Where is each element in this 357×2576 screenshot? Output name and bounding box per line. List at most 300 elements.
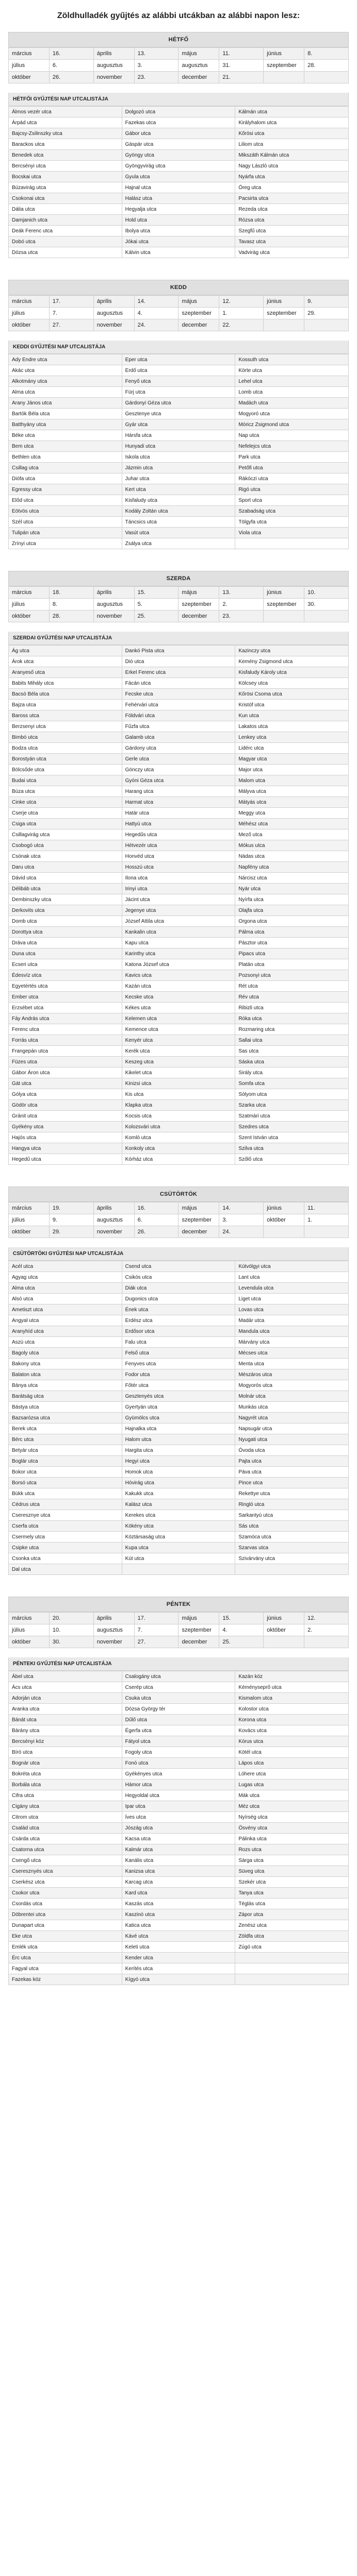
- day-cell: 28.: [304, 60, 349, 72]
- street-row: [9, 1434, 349, 1445]
- street-row: [9, 1931, 349, 1942]
- page-title: Zöldhulladék gyűjtés az alábbi utcákban az alábbi napon lesz:: [57, 11, 300, 20]
- day-cell: 26.: [134, 1226, 178, 1238]
- day-cell: 10.: [49, 1624, 93, 1636]
- month-cell: július: [9, 1624, 50, 1636]
- street-cell: Süveg utca: [235, 1866, 349, 1877]
- day-cell: 24.: [134, 319, 178, 331]
- street-cell: Hámor utca: [122, 1780, 235, 1790]
- street-row: [9, 1693, 349, 1704]
- street-row: [9, 1499, 349, 1510]
- dates-row: [9, 308, 349, 319]
- street-cell: Erdősor utca: [122, 1326, 235, 1337]
- street-row: [9, 528, 349, 538]
- day-cell: 7.: [134, 1624, 178, 1636]
- street-cell: Gólya utca: [9, 1089, 122, 1100]
- street-cell: Citrom utca: [9, 1812, 122, 1823]
- street-cell: Petőfi utca: [235, 463, 349, 473]
- street-cell: Deák Ferenc utca: [9, 226, 122, 236]
- street-row: [9, 1272, 349, 1283]
- street-cell: Hold utca: [122, 215, 235, 226]
- street-cell: Egressy utca: [9, 484, 122, 495]
- street-cell: Eper utca: [122, 354, 235, 365]
- dates-row: [9, 1202, 349, 1214]
- day-cell: 1.: [219, 308, 264, 319]
- street-cell: Forrás utca: [9, 1035, 122, 1046]
- month-cell: május: [178, 587, 219, 599]
- street-cell: Cserje utca: [9, 808, 122, 819]
- street-cell: Csengő utca: [9, 1855, 122, 1866]
- street-cell: Ábel utca: [9, 1671, 122, 1682]
- street-cell: Fácán utca: [122, 678, 235, 689]
- street-cell: Kolozsvári utca: [122, 1122, 235, 1132]
- street-cell: Bajza utca: [9, 700, 122, 710]
- street-cell: Fátyol utca: [122, 1736, 235, 1747]
- street-list-title: KEDDI GYŰJTÉSI NAP UTCALISTÁJA: [8, 341, 349, 354]
- street-cell: Arany János utca: [9, 398, 122, 409]
- street-cell: Boglár utca: [9, 1456, 122, 1467]
- street-cell: Kert utca: [122, 484, 235, 495]
- street-row: [9, 1844, 349, 1855]
- street-row: [9, 1704, 349, 1715]
- street-cell: Hajnal utca: [122, 182, 235, 193]
- street-cell: Búzavirág utca: [9, 182, 122, 193]
- street-row: [9, 1725, 349, 1736]
- month-cell: szeptember: [178, 1214, 219, 1226]
- street-cell: Bíró utca: [9, 1747, 122, 1758]
- street-row: [9, 1801, 349, 1812]
- street-cell: Gesztenyés utca: [122, 1391, 235, 1402]
- street-cell: Kikelet utca: [122, 1067, 235, 1078]
- street-cell: Kakukk utca: [122, 1488, 235, 1499]
- street-cell: Pálma utca: [235, 927, 349, 938]
- street-row: [9, 754, 349, 765]
- street-row: [9, 1078, 349, 1089]
- street-cell: Bokréta utca: [9, 1769, 122, 1780]
- street-cell: Bakony utca: [9, 1359, 122, 1369]
- day-header: SZERDA: [8, 571, 349, 586]
- street-row: [9, 1963, 349, 1974]
- month-cell: augusztus: [178, 60, 219, 72]
- street-cell: Honvéd utca: [122, 851, 235, 862]
- street-row: [9, 1402, 349, 1413]
- month-cell: december: [178, 72, 219, 83]
- street-cell: Szarvas utca: [235, 1543, 349, 1553]
- street-cell: Erkel Ferenc utca: [122, 667, 235, 678]
- street-cell: Ember utca: [9, 992, 122, 1003]
- street-cell: Diák utca: [122, 1283, 235, 1294]
- street-cell: Kinizsi utca: [122, 1078, 235, 1089]
- street-cell: Csonka utca: [9, 1553, 122, 1564]
- street-cell: Királyhalom utca: [235, 117, 349, 128]
- street-cell: Dobó utca: [9, 236, 122, 247]
- street-cell: [235, 1963, 349, 1974]
- street-cell: Csordás utca: [9, 1899, 122, 1909]
- day-cell: 27.: [49, 319, 93, 331]
- street-cell: Zsálya utca: [122, 538, 235, 549]
- street-cell: Karcag utca: [122, 1877, 235, 1888]
- street-cell: Dűlő utca: [122, 1715, 235, 1725]
- street-cell: Lakatos utca: [235, 721, 349, 732]
- street-cell: Zápor utca: [235, 1909, 349, 1920]
- street-cell: Napfény utca: [235, 862, 349, 873]
- day-cell: 1.: [304, 1214, 349, 1226]
- street-row: [9, 1467, 349, 1478]
- street-cell: Sport utca: [235, 495, 349, 506]
- street-cell: Ilona utca: [122, 873, 235, 884]
- street-cell: Kéményseprő utca: [235, 1682, 349, 1693]
- month-cell: szeptember: [178, 308, 219, 319]
- street-cell: Fecske utca: [122, 689, 235, 700]
- street-cell: Csuka utca: [122, 1693, 235, 1704]
- street-cell: Kisfaludy utca: [122, 495, 235, 506]
- street-row: [9, 139, 349, 150]
- street-row: [9, 1790, 349, 1801]
- month-cell: június: [264, 296, 304, 308]
- street-row: [9, 376, 349, 387]
- street-row: [9, 117, 349, 128]
- street-row: [9, 452, 349, 463]
- month-cell: augusztus: [93, 308, 134, 319]
- street-row: [9, 656, 349, 667]
- street-cell: Tavasz utca: [235, 236, 349, 247]
- street-cell: Tölgyfa utca: [235, 517, 349, 528]
- month-cell: augusztus: [93, 1624, 134, 1636]
- street-cell: Hangya utca: [9, 1143, 122, 1154]
- street-cell: Kossuth utca: [235, 354, 349, 365]
- street-row: [9, 1553, 349, 1564]
- street-cell: Hegyoldal utca: [122, 1790, 235, 1801]
- street-cell: Kalász utca: [122, 1499, 235, 1510]
- street-cell: Nagy László utca: [235, 161, 349, 172]
- street-cell: Kenyér utca: [122, 1035, 235, 1046]
- street-row: [9, 840, 349, 851]
- street-cell: Pajta utca: [235, 1456, 349, 1467]
- street-cell: Frangepán utca: [9, 1046, 122, 1057]
- street-cell: Rét utca: [235, 981, 349, 992]
- street-cell: Kankalin utca: [122, 927, 235, 938]
- street-cell: Gyár utca: [122, 419, 235, 430]
- street-cell: Viola utca: [235, 528, 349, 538]
- street-cell: Molnár utca: [235, 1391, 349, 1402]
- street-cell: Gábor utca: [122, 128, 235, 139]
- street-row: [9, 517, 349, 528]
- street-cell: Diófa utca: [9, 473, 122, 484]
- street-cell: Katona József utca: [122, 959, 235, 970]
- street-row: [9, 1780, 349, 1790]
- street-cell: Csipke utca: [9, 1543, 122, 1553]
- street-cell: Előd utca: [9, 495, 122, 506]
- street-cell: Domb utca: [9, 916, 122, 927]
- street-cell: Bástya utca: [9, 1402, 122, 1413]
- day-cell: 29.: [304, 308, 349, 319]
- street-row: [9, 538, 349, 549]
- street-cell: Kerekes utca: [122, 1510, 235, 1521]
- month-cell: [264, 1226, 304, 1238]
- street-row: [9, 1359, 349, 1369]
- street-cell: Lenkey utca: [235, 732, 349, 743]
- street-cell: Gát utca: [9, 1078, 122, 1089]
- dates-row: [9, 60, 349, 72]
- street-row: [9, 1369, 349, 1380]
- street-cell: Aszú utca: [9, 1337, 122, 1348]
- street-cell: Dembinszky utca: [9, 894, 122, 905]
- day-section: [8, 571, 349, 1165]
- day-header: CSÜTÖRTÖK: [8, 1187, 349, 1202]
- street-cell: Mogyoró utca: [235, 409, 349, 419]
- street-cell: Búza utca: [9, 786, 122, 797]
- street-cell: Gránit utca: [9, 1111, 122, 1122]
- day-section: [8, 1597, 349, 1985]
- street-cell: Fűzfa utca: [122, 721, 235, 732]
- street-row: [9, 365, 349, 376]
- month-cell: december: [178, 1636, 219, 1648]
- street-row: [9, 107, 349, 117]
- street-cell: Róka utca: [235, 1013, 349, 1024]
- dates-row: [9, 1636, 349, 1648]
- street-cell: Aranyhíd utca: [9, 1326, 122, 1337]
- street-cell: Ametiszt utca: [9, 1304, 122, 1315]
- street-row: [9, 1834, 349, 1844]
- street-cell: Bükk utca: [9, 1488, 122, 1499]
- day-cell: 11.: [304, 1202, 349, 1214]
- street-cell: Gábor Áron utca: [9, 1067, 122, 1078]
- day-cell: 4.: [134, 308, 178, 319]
- street-cell: Sirály utca: [235, 1067, 349, 1078]
- street-cell: Aranka utca: [9, 1704, 122, 1715]
- street-row: [9, 1423, 349, 1434]
- street-cell: Bem utca: [9, 441, 122, 452]
- street-row: [9, 430, 349, 441]
- street-cell: Csárda utca: [9, 1834, 122, 1844]
- dates-row: [9, 72, 349, 83]
- street-cell: Kígyó utca: [122, 1974, 235, 1985]
- day-cell: 12.: [219, 296, 264, 308]
- street-cell: Korona utca: [235, 1715, 349, 1725]
- street-cell: Jókai utca: [122, 236, 235, 247]
- street-cell: Bérc utca: [9, 1434, 122, 1445]
- street-cell: Kazinczy utca: [235, 646, 349, 656]
- street-cell: Fazekas köz: [9, 1974, 122, 1985]
- street-cell: Nagyrét utca: [235, 1413, 349, 1423]
- street-row: [9, 1909, 349, 1920]
- street-cell: Barackos utca: [9, 139, 122, 150]
- street-cell: Dávid utca: [9, 873, 122, 884]
- street-cell: [235, 538, 349, 549]
- street-cell: Délibáb utca: [9, 884, 122, 894]
- street-cell: Gárdonyi Géza utca: [122, 398, 235, 409]
- street-cell: Gyöngyvirág utca: [122, 161, 235, 172]
- street-row: [9, 473, 349, 484]
- street-cell: Csermely utca: [9, 1532, 122, 1543]
- street-cell: Ipar utca: [122, 1801, 235, 1812]
- street-cell: Ferenc utca: [9, 1024, 122, 1035]
- street-cell: Bimbó utca: [9, 732, 122, 743]
- street-row: [9, 1100, 349, 1111]
- street-cell: Füzes utca: [9, 1057, 122, 1067]
- street-list-table: [8, 645, 349, 1165]
- street-row: [9, 215, 349, 226]
- street-cell: Bodza utca: [9, 743, 122, 754]
- street-cell: Kötél utca: [235, 1747, 349, 1758]
- month-cell: október: [9, 611, 50, 622]
- street-list-title: SZERDAI GYŰJTÉSI NAP UTCALISTÁJA: [8, 632, 349, 645]
- day-cell: 19.: [49, 1202, 93, 1214]
- street-cell: Balaton utca: [9, 1369, 122, 1380]
- street-cell: Hosszú utca: [122, 862, 235, 873]
- street-row: [9, 161, 349, 172]
- day-cell: 12.: [304, 1613, 349, 1624]
- street-cell: Baross utca: [9, 710, 122, 721]
- street-cell: Sárga utca: [235, 1855, 349, 1866]
- street-cell: Árpád utca: [9, 117, 122, 128]
- street-cell: Harang utca: [122, 786, 235, 797]
- street-row: [9, 959, 349, 970]
- street-cell: Bánya utca: [9, 1380, 122, 1391]
- street-cell: Budai utca: [9, 775, 122, 786]
- day-cell: 30.: [49, 1636, 93, 1648]
- street-cell: Halász utca: [122, 193, 235, 204]
- month-cell: július: [9, 308, 50, 319]
- street-cell: Gyöngy utca: [122, 150, 235, 161]
- street-cell: Béke utca: [9, 430, 122, 441]
- street-cell: Alma utca: [9, 1283, 122, 1294]
- street-cell: Homok utca: [122, 1467, 235, 1478]
- street-row: [9, 1456, 349, 1467]
- street-row: [9, 1521, 349, 1532]
- street-cell: Borbála utca: [9, 1780, 122, 1790]
- day-cell: 3.: [134, 60, 178, 72]
- street-row: [9, 1478, 349, 1488]
- street-cell: Szilva utca: [235, 1143, 349, 1154]
- street-cell: Szél utca: [9, 517, 122, 528]
- street-cell: Erdő utca: [122, 365, 235, 376]
- street-cell: Duna utca: [9, 948, 122, 959]
- street-cell: Fehérvári utca: [122, 700, 235, 710]
- street-cell: Cinke utca: [9, 797, 122, 808]
- street-cell: Szent István utca: [235, 1132, 349, 1143]
- street-row: [9, 1564, 349, 1575]
- street-cell: Lidérc utca: [235, 743, 349, 754]
- street-cell: Borostyán utca: [9, 754, 122, 765]
- street-cell: Karinthy utca: [122, 948, 235, 959]
- street-cell: Kékes utca: [122, 1003, 235, 1013]
- street-cell: Tanya utca: [235, 1888, 349, 1899]
- day-cell: 6.: [49, 60, 93, 72]
- street-cell: Fagyal utca: [9, 1963, 122, 1974]
- street-row: [9, 236, 349, 247]
- street-cell: Rozs utca: [235, 1844, 349, 1855]
- month-cell: október: [9, 1636, 50, 1648]
- street-cell: Ösvény utca: [235, 1823, 349, 1834]
- street-list-title: HÉTFŐI GYŰJTÉSI NAP UTCALISTÁJA: [8, 93, 349, 106]
- street-row: [9, 1823, 349, 1834]
- street-cell: Fonó utca: [122, 1758, 235, 1769]
- dates-row: [9, 1214, 349, 1226]
- street-cell: Ribizli utca: [235, 1003, 349, 1013]
- street-row: [9, 667, 349, 678]
- street-cell: Gáspár utca: [122, 139, 235, 150]
- street-row: [9, 1067, 349, 1078]
- street-cell: Kecske utca: [122, 992, 235, 1003]
- street-cell: Csiga utca: [9, 819, 122, 829]
- street-cell: Rákóczi utca: [235, 473, 349, 484]
- street-cell: Lomb utca: [235, 387, 349, 398]
- street-row: [9, 1154, 349, 1165]
- day-cell: 30.: [304, 599, 349, 611]
- street-row: [9, 894, 349, 905]
- street-cell: Agyag utca: [9, 1272, 122, 1283]
- collection-dates-table: [8, 47, 349, 83]
- street-cell: Bárány utca: [9, 1725, 122, 1736]
- street-cell: Dózsa György tér: [122, 1704, 235, 1715]
- street-cell: Platán utca: [235, 959, 349, 970]
- month-cell: [264, 1636, 304, 1648]
- day-cell: 9.: [304, 296, 349, 308]
- street-cell: Benedek utca: [9, 150, 122, 161]
- street-row: [9, 1024, 349, 1035]
- street-row: [9, 409, 349, 419]
- street-cell: Ének utca: [122, 1304, 235, 1315]
- street-cell: Magyar utca: [235, 754, 349, 765]
- street-cell: Bercsényi köz: [9, 1736, 122, 1747]
- street-row: [9, 743, 349, 754]
- street-cell: Ág utca: [9, 646, 122, 656]
- street-cell: Csatorna utca: [9, 1844, 122, 1855]
- street-cell: Galamb utca: [122, 732, 235, 743]
- month-cell: június: [264, 48, 304, 60]
- street-row: [9, 128, 349, 139]
- street-cell: Daru utca: [9, 862, 122, 873]
- month-cell: május: [178, 1613, 219, 1624]
- street-row: [9, 905, 349, 916]
- street-cell: Kaszinó utca: [122, 1909, 235, 1920]
- month-cell: szeptember: [264, 308, 304, 319]
- street-cell: Csend utca: [122, 1261, 235, 1272]
- street-row: [9, 1715, 349, 1725]
- street-row: [9, 419, 349, 430]
- street-cell: Kőrösi Csoma utca: [235, 689, 349, 700]
- day-section: [8, 280, 349, 549]
- street-cell: Kútvölgyi utca: [235, 1261, 349, 1272]
- street-cell: Fazekas utca: [122, 117, 235, 128]
- street-row: [9, 1283, 349, 1294]
- street-cell: Nyárfa utca: [235, 172, 349, 182]
- street-cell: Hattyú utca: [122, 819, 235, 829]
- street-cell: Íves utca: [122, 1812, 235, 1823]
- street-cell: Szivárvány utca: [235, 1553, 349, 1564]
- street-cell: [235, 1974, 349, 1985]
- street-cell: Dorottya utca: [9, 927, 122, 938]
- month-cell: április: [93, 1613, 134, 1624]
- street-cell: Fenyő utca: [122, 376, 235, 387]
- street-cell: Kupa utca: [122, 1543, 235, 1553]
- street-cell: Lápos utca: [235, 1758, 349, 1769]
- street-cell: Rév utca: [235, 992, 349, 1003]
- street-cell: Csalogány utca: [122, 1671, 235, 1682]
- street-row: [9, 851, 349, 862]
- street-cell: Sas utca: [235, 1046, 349, 1057]
- street-cell: Iskola utca: [122, 452, 235, 463]
- street-row: [9, 506, 349, 517]
- street-cell: Dália utca: [9, 204, 122, 215]
- street-cell: Somfa utca: [235, 1078, 349, 1089]
- street-cell: Eötvös utca: [9, 506, 122, 517]
- street-row: [9, 484, 349, 495]
- street-cell: Döbrentei utca: [9, 1909, 122, 1920]
- street-row: [9, 1391, 349, 1402]
- street-cell: Dal utca: [9, 1564, 122, 1575]
